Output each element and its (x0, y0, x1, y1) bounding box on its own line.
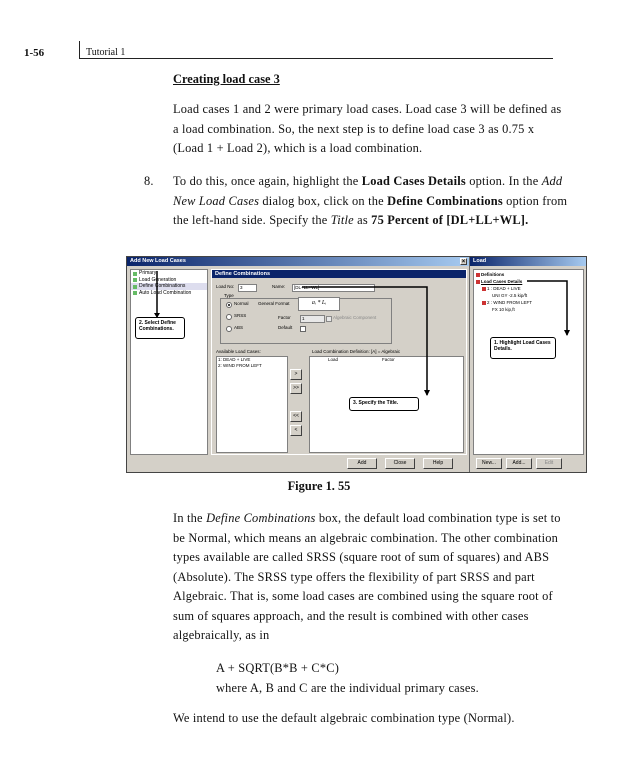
formula-expression: A + SQRT(B*B + C*C) (216, 661, 340, 675)
load-no-input[interactable]: 3 (238, 284, 257, 292)
dialog-title: Add New Load Cases (130, 258, 186, 264)
list-item[interactable]: 1: DEAD + LIVE (218, 357, 251, 362)
intro-paragraph: Load cases 1 and 2 were primary load cases. Load case 3 will be defined as a load combination. So, the next step is to define load case 3 as 0.75 x (Load 1 + Load 2), which is a load combination. (173, 102, 562, 155)
close-button[interactable]: Close (385, 458, 415, 469)
callout-highlight-load-cases-details: 1. Highlight Load Cases Details. (490, 337, 556, 359)
page-number: 1-56 (24, 47, 45, 59)
load-no-label: Load No: (216, 284, 235, 289)
combination-types-paragraph: In the Define Combinations box, the default load combination type is set to be Normal, which means an algebraic combination. The other combination types available are called SRSS (square root of sum of squares) and ABS (Absolute). The SRSS type offers the flexibility of part SRSS and part Algebraic. That is, some load cases are combined using the square root of sum of squares approach, and the result is combined with other cases algebraically, as in (173, 511, 561, 642)
help-button[interactable]: Help (423, 458, 453, 469)
type-label: Type (224, 293, 234, 298)
add-load-button[interactable]: Add... (506, 458, 532, 469)
step-8-paragraph: To do this, once again, highlight the Load Cases Details option. In the Add New Load Cases dialog box, click on the Define Combinations option from the left-hand side. Specify the Title as 75 Percent of [DL+LL+WL]. (173, 174, 568, 227)
figure-screenshot (126, 256, 587, 473)
close-icon[interactable]: × (461, 259, 466, 265)
remove-all-button[interactable]: << (290, 411, 302, 422)
figure-caption: Figure 1. 55 (287, 479, 351, 493)
normal-label: Normal (234, 301, 249, 306)
step-number: 8. (144, 174, 154, 188)
srss-formula (216, 659, 479, 698)
tree-item-load-generation[interactable]: Load Generation (131, 277, 207, 284)
available-cases-label: Available Load Cases: (216, 349, 261, 354)
header-rule (80, 58, 553, 59)
callout-select-define-combinations: 2. Select Define Combinations. (135, 317, 185, 339)
formula-description: where A, B and C are the individual primary cases. (216, 680, 479, 695)
add-button[interactable]: Add (347, 458, 377, 469)
chapter-title: Tutorial 1 (86, 47, 126, 58)
name-label: Name: (272, 284, 286, 289)
add-one-button[interactable]: > (290, 369, 302, 380)
tree-node-case-1-load[interactable]: UNI GY -2.5 kip/ft (492, 293, 528, 298)
name-input[interactable]: [DL+LL+WL] (292, 284, 375, 292)
load-column-header: Load (328, 357, 339, 362)
panel-title: Define Combinations (212, 270, 466, 278)
add-all-button[interactable]: >> (290, 383, 302, 394)
load-window-titlebar: Load (470, 257, 586, 266)
remove-one-button[interactable]: < (290, 425, 302, 436)
general-format-label: General Format (258, 301, 290, 306)
general-format-formula: aᵢ * Lᵢ (298, 297, 340, 311)
default-label: Default (278, 325, 293, 330)
callout-arrows (127, 257, 587, 473)
tree-item-define-combinations[interactable]: Define Combinations (131, 283, 207, 290)
tree-node-case-1[interactable]: 1 : DEAD + LIVE (482, 286, 521, 292)
abs-label: ABS (234, 325, 244, 330)
edit-button[interactable]: Edit (536, 458, 562, 469)
callout-specify-title: 3. Specify the Title. (349, 397, 419, 411)
factor-input[interactable]: 1 (300, 315, 325, 323)
tree-item-auto-load-combination[interactable]: Auto Load Combination (131, 290, 207, 297)
list-item[interactable]: 2: WIND FROM LEFT (218, 363, 262, 368)
algebraic-label: Algebraic Component (333, 315, 377, 320)
srss-label: SRSS (234, 313, 247, 318)
closing-paragraph: We intend to use the default algebraic combination type (Normal). (173, 711, 515, 725)
tree-node-case-2-load[interactable]: FX 10 kip,ft (492, 307, 515, 312)
definition-label: Load Combination Definition: [A] = Algebraic (312, 349, 401, 354)
tree-node-load-cases-details[interactable]: Load Cases Details (476, 279, 522, 285)
factor-label: Factor (278, 315, 291, 320)
section-heading: Creating load case 3 (173, 72, 280, 86)
factor-column-header: Factor (382, 357, 395, 362)
header-divider (79, 41, 80, 59)
new-button[interactable]: New... (476, 458, 502, 469)
tree-node-case-2[interactable]: 2 : WIND FROM LEFT (482, 300, 532, 306)
tree-item-primary[interactable]: Primary (131, 270, 207, 277)
tree-node-definitions[interactable]: Definitions (476, 272, 504, 278)
